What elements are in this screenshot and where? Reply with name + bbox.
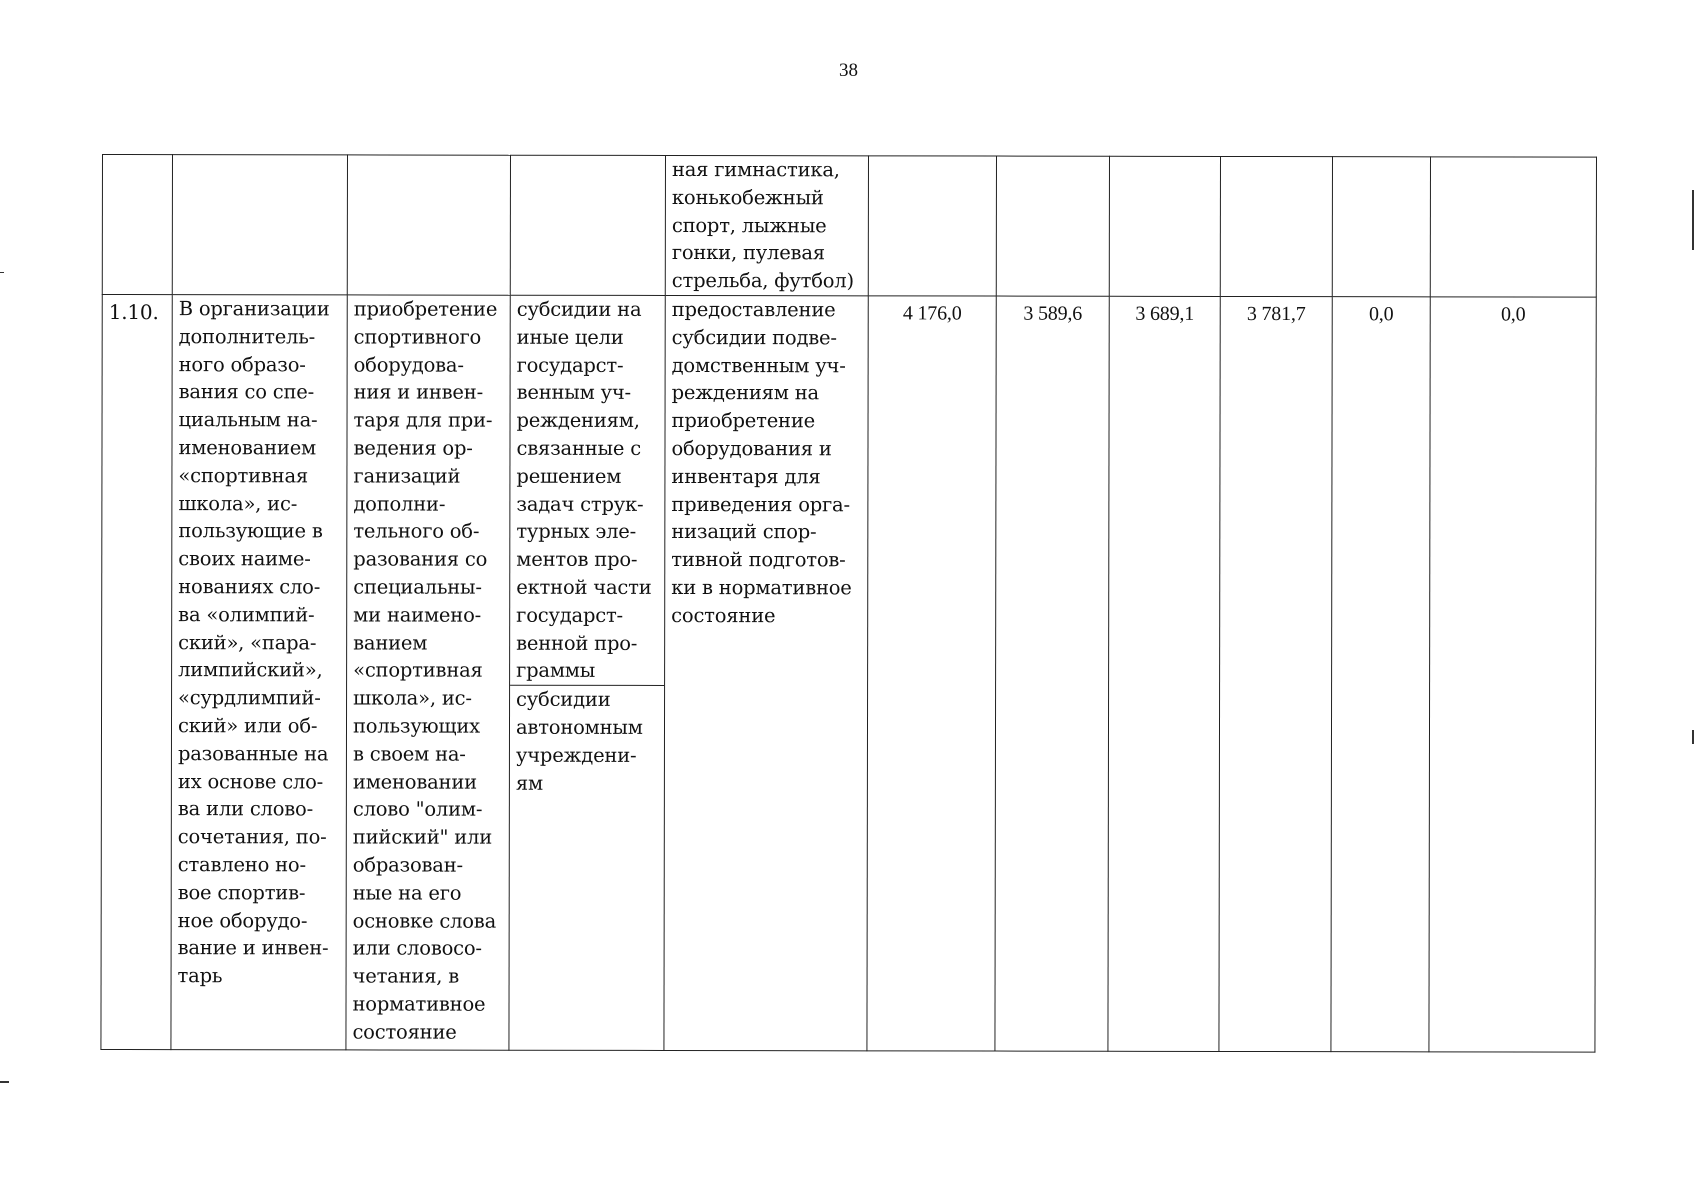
event-cell — [346, 295, 510, 1050]
right-edge-mark — [1692, 190, 1694, 250]
activity-tail-text: ная гимнастика, конькобежный спорт, лыжные гонки, пулевая стрельба, футбол) — [671, 157, 854, 293]
cell-empty — [1332, 157, 1430, 297]
left-margin-tick — [0, 272, 4, 273]
cell-empty — [172, 155, 347, 295]
funding-type-1: субсидии на иные цели государст- венным уч- реждениям, связанные с решением задач струк- турных эле- ментов про- ектной части государст- венной про- граммы — [516, 297, 652, 683]
value-cell: 3 589,6 — [995, 296, 1109, 1051]
left-margin-mark — [0, 1081, 9, 1083]
row-index: 1.10. — [101, 294, 172, 1049]
funding-type-cell — [509, 295, 665, 1050]
right-edge-tick — [1692, 730, 1694, 744]
value-cell: 0,0 — [1331, 297, 1430, 1052]
activity-tail-cell — [665, 155, 868, 295]
cell-empty — [1220, 156, 1332, 296]
event-text: приобретение спортивного оборудова- ния и инвен- таря для при- ведения ор- ганизаций дополни- тельного об- разования со специальны- ми наимено- ванием «спортивная школа», ис- пользующих в своем на- именовании слово "олим- пийский" или образован- ные на его основке слова или словосо- четания, в нормативное состояние — [352, 297, 498, 1044]
table-row — [101, 294, 1596, 1052]
value-cell: 3 689,1 — [1108, 296, 1220, 1051]
cell-empty — [347, 155, 510, 295]
cell-empty — [510, 155, 665, 295]
result-text: В организации дополнитель- ного образо- вания со спе- циальным на- именованием «спортивная школа», ис- пользующие в своих наиме- нованиях сло- ва «олимпий- ский», «пара- лимпийский», «сурдлимпий- ский» или об- разованные на их основе сло- ва или слово- сочетания, по- ставлено но- вое спортив- ное оборудо- вание и инвен- тарь — [177, 297, 330, 988]
continuation-row — [102, 155, 1596, 298]
cell-empty — [1430, 157, 1596, 297]
value-cell: 4 176,0 — [867, 296, 996, 1051]
cell-empty — [102, 155, 172, 295]
result-cell — [171, 295, 347, 1050]
value-cell: 0,0 — [1429, 297, 1596, 1052]
value-cell: 3 781,7 — [1219, 296, 1332, 1051]
funding-type-2: субсидии автономным учреждени- ям — [510, 685, 664, 797]
description-cell — [664, 295, 868, 1050]
description-text: предоставление субсидии подве- домственным уч- реждениям на приобретение оборудования и инвентаря для приведения орга- низаций спор- тивной подготов- ки в нормативное состояние — [671, 297, 852, 627]
cell-empty — [1109, 156, 1220, 296]
cell-empty — [868, 156, 996, 296]
page-number: 38 — [839, 60, 858, 81]
cell-empty — [996, 156, 1109, 296]
program-table — [100, 154, 1597, 1053]
